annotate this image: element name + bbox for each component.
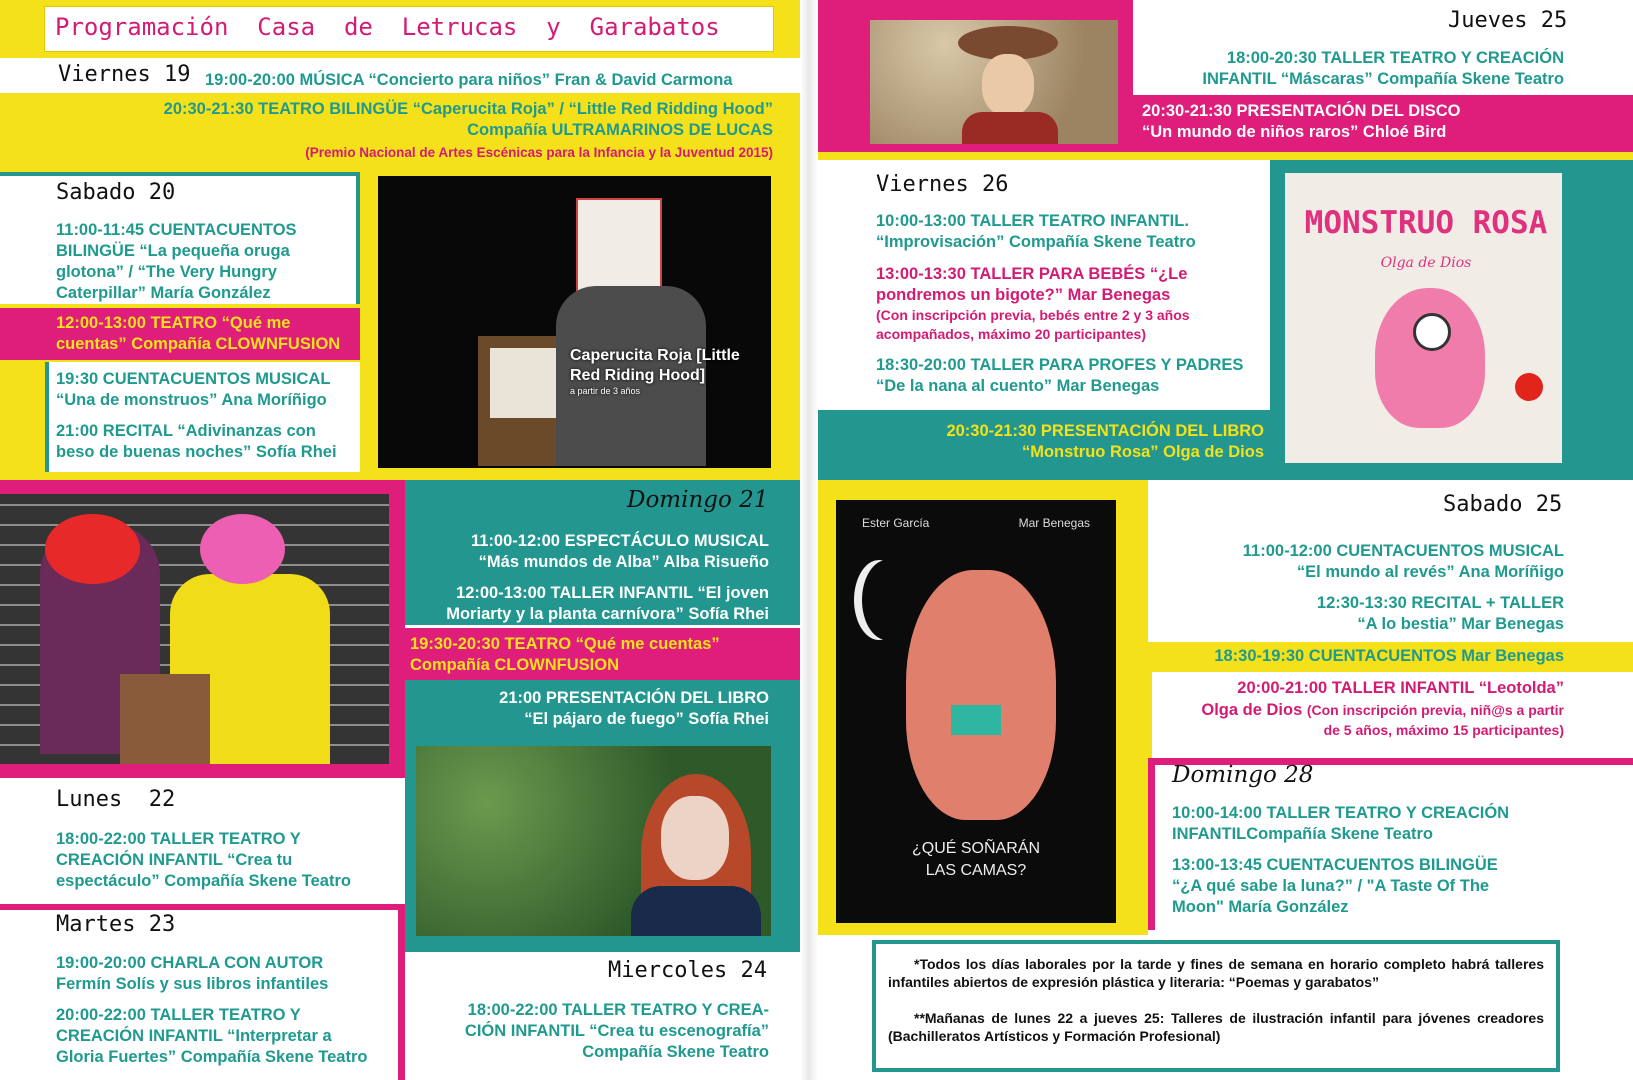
page-title: Programación Casa de Letrucas y Garabatos (55, 13, 720, 41)
day-viernes-19: Viernes 19 (58, 62, 191, 87)
book2-title: ¿QUÉ SOÑARÁN LAS CAMAS? (911, 840, 1040, 879)
event-sabado25-3: 18:30-19:30 CUENTACUENTOS Mar Benegas (1214, 647, 1564, 665)
event-domingo21-4: 21:00 PRESENTACIÓN DEL LIBRO “El pájaro de fuego” Sofía Rhei (499, 689, 769, 728)
event-sabado25-1: 11:00-12:00 CUENTACUENTOS MUSICAL “El mundo al revés” Ana Moríñigo (1242, 542, 1564, 581)
event-domingo28-2: 13:00-13:45 CUENTACUENTOS BILINGÜE “¿A qué sabe la luna?” / "A Taste Of The Moon" María González (1172, 856, 1498, 916)
monster-eye (1413, 313, 1451, 351)
monster (1375, 288, 1485, 428)
event-viernes26-4: 20:30-21:30 PRESENTACIÓN DEL LIBRO “Monstruo Rosa” Olga de Dios (946, 422, 1264, 461)
day-miercoles-24: Miercoles 24 (608, 958, 767, 983)
event-sabado25-4-detail: Olga de Dios (Con inscripción previa, niñ@s a partir de 5 años, máximo 15 participantes) (1201, 701, 1564, 738)
event-sabado20-4: 21:00 RECITAL “Adivinanzas con beso de buenas noches” Sofía Rhei (56, 422, 337, 461)
event-martes23-1: 19:00-20:00 CHARLA CON AUTOR Fermín Solís y sus libros infantiles (56, 954, 329, 993)
puppet-screen (490, 348, 560, 418)
chloe-photo (870, 20, 1118, 144)
performer-face-card (576, 198, 662, 298)
event-jueves25-2: 20:30-21:30 PRESENTACIÓN DEL DISCO “Un mundo de niños raros” Chloé Bird (1142, 102, 1461, 141)
event-line: 20:30-21:30 TEATRO BILINGÜE “Caperucita Roja” / “Little Red Ridding Hood” (163, 100, 773, 118)
day-martes-23: Martes 23 (56, 912, 176, 937)
book-cover-monstruo-rosa (1285, 173, 1562, 463)
day-viernes-26: Viernes 26 (876, 172, 1009, 197)
event-sabado20-3: 19:30 CUENTACUENTOS MUSICAL “Una de monstruos” Ana Moríñigo (56, 370, 331, 409)
event-domingo21-2: 12:00-13:00 TALLER INFANTIL “El joven Moriarty y la planta carnívora” Sofía Rhei (446, 584, 769, 623)
badge-icon (1515, 373, 1543, 401)
note-1: *Todos los días laborales por la tarde y fines de semana en horario completo habrá talleres infantiles abiertos de expresión plástica y literaria: “Poemas y garabatos” (888, 956, 1544, 990)
bear (906, 570, 1056, 820)
event-viernes26-2-note: (Con inscripción previa, bebés entre 2 y 3 años acompañados, máximo 20 participantes) (876, 307, 1190, 342)
stage-photo (378, 176, 771, 468)
clown-left-hair (45, 514, 140, 584)
event-viernes19-1: 19:00-20:00 MÚSICA “Concierto para niños” Fran & David Carmona (205, 71, 733, 89)
event-sabado25-4: 20:00-21:00 TALLER INFANTIL “Leotolda” (1237, 679, 1564, 697)
author-photo (416, 746, 771, 936)
day-domingo-21: Domingo 21 (627, 487, 769, 513)
moon-icon (862, 560, 912, 640)
day-lunes-22: Lunes 22 (56, 787, 176, 812)
chloe-scarf (962, 112, 1058, 144)
event-sabado25-2: 12:30-13:30 RECITAL + TALLER “A lo bestia” Mar Benegas (1316, 594, 1564, 633)
event-viernes19-2 (13, 99, 773, 141)
event-domingo21-1: 11:00-12:00 ESPECTÁCULO MUSICAL “Más mundos de Alba” Alba Risueño (471, 532, 769, 571)
day-sabado-20: Sabado 20 (56, 180, 176, 205)
frame-yellow-right-top (818, 152, 1633, 160)
book-cover-que-sonaran-las-camas (836, 500, 1116, 923)
photo-caption: Caperucita Roja [Little Red Riding Hood] a partir de 3 años (570, 347, 740, 396)
title-box (44, 6, 774, 52)
day-sabado-25: Sabado 25 (1443, 492, 1563, 517)
book-stack (120, 674, 210, 764)
clowns-photo (0, 494, 389, 764)
event-miercoles24-1: 18:00-22:00 TALLER TEATRO Y CREA- CIÓN INFANTIL “Crea tu escenografía” Compañía Skene Teatro (464, 1001, 769, 1061)
day-domingo-28: Domingo 28 (1172, 762, 1314, 788)
note-2: **Mañanas de lunes 22 a jueves 25: Talleres de ilustración infantil para jóvenes creadores (Bachilleratos Artísticos y Formación Profesional) (888, 1010, 1544, 1044)
day-jueves-25: Jueves 25 (1448, 8, 1568, 33)
clown-right-hair (200, 514, 285, 584)
book2-author1: Ester García (862, 516, 930, 530)
event-sabado20-1: 11:00-11:45 CUENTACUENTOS BILINGÜE “La pequeña oruga glotona” / “The Very Hungry Caterpillar” María González (56, 221, 297, 302)
event-martes23-2: 20:00-22:00 TALLER TEATRO Y CREACIÓN INFANTIL “Interpretar a Gloria Fuertes” Compañía Skene Teatro (56, 1006, 368, 1066)
author-shirt (631, 886, 761, 936)
event-viernes26-3: 18:30-20:00 TALLER PARA PROFES Y PADRES “De la nana al cuento” Mar Benegas (876, 356, 1244, 395)
event-line: Compañía ULTRAMARINOS DE LUCAS (467, 121, 773, 139)
book2-author2: Mar Benegas (1018, 516, 1090, 530)
event-viernes26-2: 13:00-13:30 TALLER PARA BEBÉS “¿Le pondremos un bigote?” Mar Benegas (876, 265, 1188, 304)
event-sabado20-2: 12:00-13:00 TEATRO “Qué me cuentas” Compañía CLOWNFUSION (56, 314, 341, 353)
event-viernes19-award: (Premio Nacional de Artes Escénicas para la Infancia y la Juventud 2015) (305, 145, 773, 160)
event-lunes22-1: 18:00-22:00 TALLER TEATRO Y CREACIÓN INFANTIL “Crea tu espectáculo” Compañía Skene Teatro (56, 830, 351, 890)
chloe-face (982, 54, 1034, 116)
event-domingo21-3: 19:30-20:30 TEATRO “Qué me cuentas” Compañía CLOWNFUSION (410, 635, 720, 674)
event-jueves25-1: 18:00-20:30 TALLER TEATRO Y CREACIÓN INFANTIL “Máscaras” Compañía Skene Teatro (1202, 49, 1564, 88)
bed-icon (951, 705, 1001, 735)
book1-author: Olga de Dios (1380, 255, 1472, 271)
page-gutter (800, 0, 818, 1080)
event-viernes26-1: 10:00-13:00 TALLER TEATRO INFANTIL. “Improvisación” Compañía Skene Teatro (876, 212, 1196, 251)
author-face (661, 796, 729, 880)
event-domingo28-1: 10:00-14:00 TALLER TEATRO Y CREACIÓN INFANTILCompañía Skene Teatro (1172, 804, 1510, 843)
book1-title: MONSTRUO ROSA (1304, 205, 1548, 241)
